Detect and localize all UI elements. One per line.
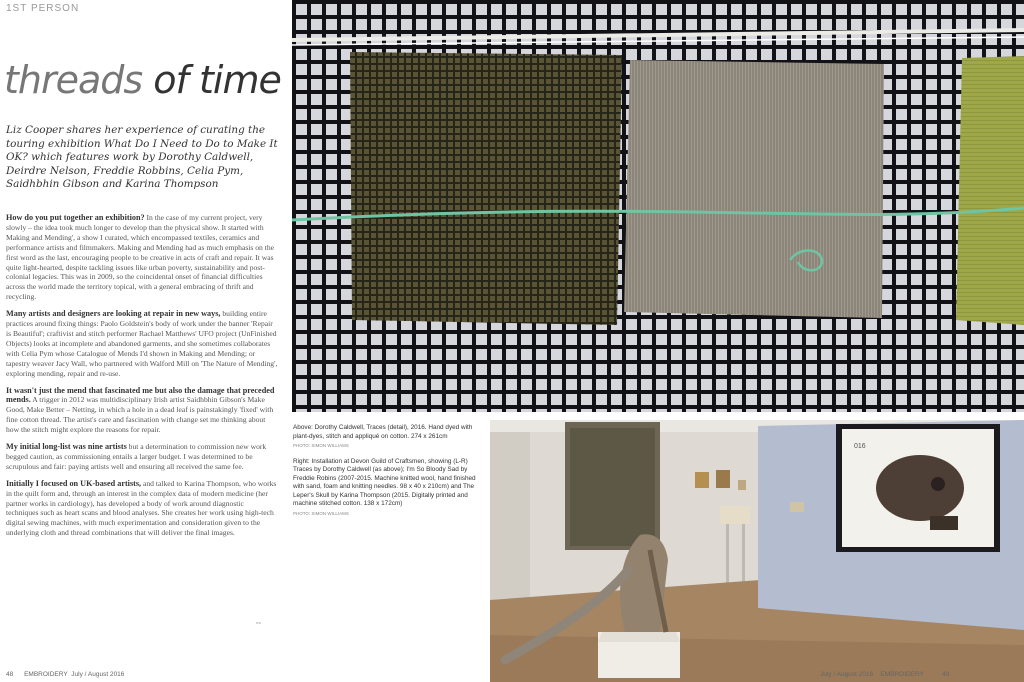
title-part1: threads [4, 58, 154, 102]
left-page [0, 0, 290, 682]
article-body [6, 213, 278, 545]
title-part2: of time [153, 58, 281, 102]
photo-credit: PHOTO: SIMON WILLIAMS [293, 443, 349, 448]
paragraph: How do you put together an exhibition? In the case of my current project, very slowly – the idea took much longer to develop than the physical show. It started with Making and Mending', a show I curated, which encompassed textiles, ceramics and performance artists and filmmakers. Making and Mending had as much emphasis on the first word as the last, encouraging people to be creative in acts of craft and repair. It was quite light-hearted, despite tackling issues like urban poverty, sustainability and post-colonial legacies. This was in 2009, so the coincidental onset of financial difficulties across the world made the territory topical, with a general embracing of thrift and recycling. [6, 213, 275, 302]
paragraph: Many artists and designers are looking at repair in new ways, building entire practices around fixing things: Paolo Goldstein's body of work under the banner 'Repair is Beautiful'; craftivist and stitch performer Rachael Matthews' UFO project (UnFinished Objects) looks at incomplete and abandoned garments, and she sometimes collaborates with Celia Pym whose Catalogue of Mends I'd shown in Making and Mending; or tapestry weaver Jacy Wall, who partnered with Walford Mill on 'The Nature of Mending', exploring mending, repair and re-use. [6, 309, 278, 378]
gallery-installation-photo [490, 420, 1024, 682]
caption-right: Right: Installation at Devon Guild of Craftsmen, showing (L-R) Traces by Dorothy Caldwell (as above); I'm So Bloody Sad by Freddie Robins (2007-2015. Machine knitted wool, hand finished with sand, foam and knitting needles. 98 x 40 x 210cm) and The Leper's Skull by Karina Thompson (2015. Digitally printed and machine stitched cotton. 138 x 172cm) [293, 457, 476, 507]
paragraph: My initial long-list was nine artists but a determination to commission new work begged caution, as commissioning entails a larger budget. I was determined to be scrupulous and fair: paying artists well and ensuring all received the same fee. [6, 442, 267, 471]
paragraph: Initially I focused on UK-based artists, and talked to Karina Thompson, who works in the quilt form and, through an interest in the complex data of modern medicine (her partner works in cardiology), has developed a body of work around diagnostic techniques such as heart scans and blood analyses. She creates her work using high-tech digital sewing machines, with much experimentation and consideration given to the underlying cloth and thread combinations that will deliver the final images. [6, 478, 277, 538]
footer-right: July / August 2016 EMBROIDERY 49 [820, 671, 950, 678]
continue-mark: »» [256, 621, 261, 626]
textile-detail-photo [292, 0, 1024, 412]
article-title [4, 58, 281, 102]
section-label: 1ST PERSON [6, 3, 80, 14]
footer-left: 48 EMBROIDERY July / August 2016 [6, 671, 125, 678]
photo-captions [293, 424, 481, 525]
paragraph: It wasn't just the mend that fascinated me but also the damage that preceded mends. A trigger in 2012 was multidisciplinary Irish artist Saidhbhin Gibson's Make Good, Make Better – Netting, in which a hole in a dead leaf is painstakingly 'fixed' with fine cotton thread. The artist's care and fascination with change set me thinking about how the stitch might explore the reasons for repair. [6, 385, 275, 435]
caption-above: Above: Dorothy Caldwell, Traces (detail), 2016. Hand dyed with plant-dyes, stitch and appliqué on cotton. 274 x 261cm [293, 424, 473, 440]
standfirst: Liz Cooper shares her experience of curating the touring exhibition What Do I Need to Do to Make It OK? which features work by Dorothy Caldwell, Deirdre Nelson, Freddie Robbins, Celia Pym, Saidhbhin Gibson and Karina Thompson [6, 124, 278, 191]
photo-credit: PHOTO: SIMON WILLIAMS [293, 510, 349, 516]
quilt-label: 016 [854, 443, 866, 450]
